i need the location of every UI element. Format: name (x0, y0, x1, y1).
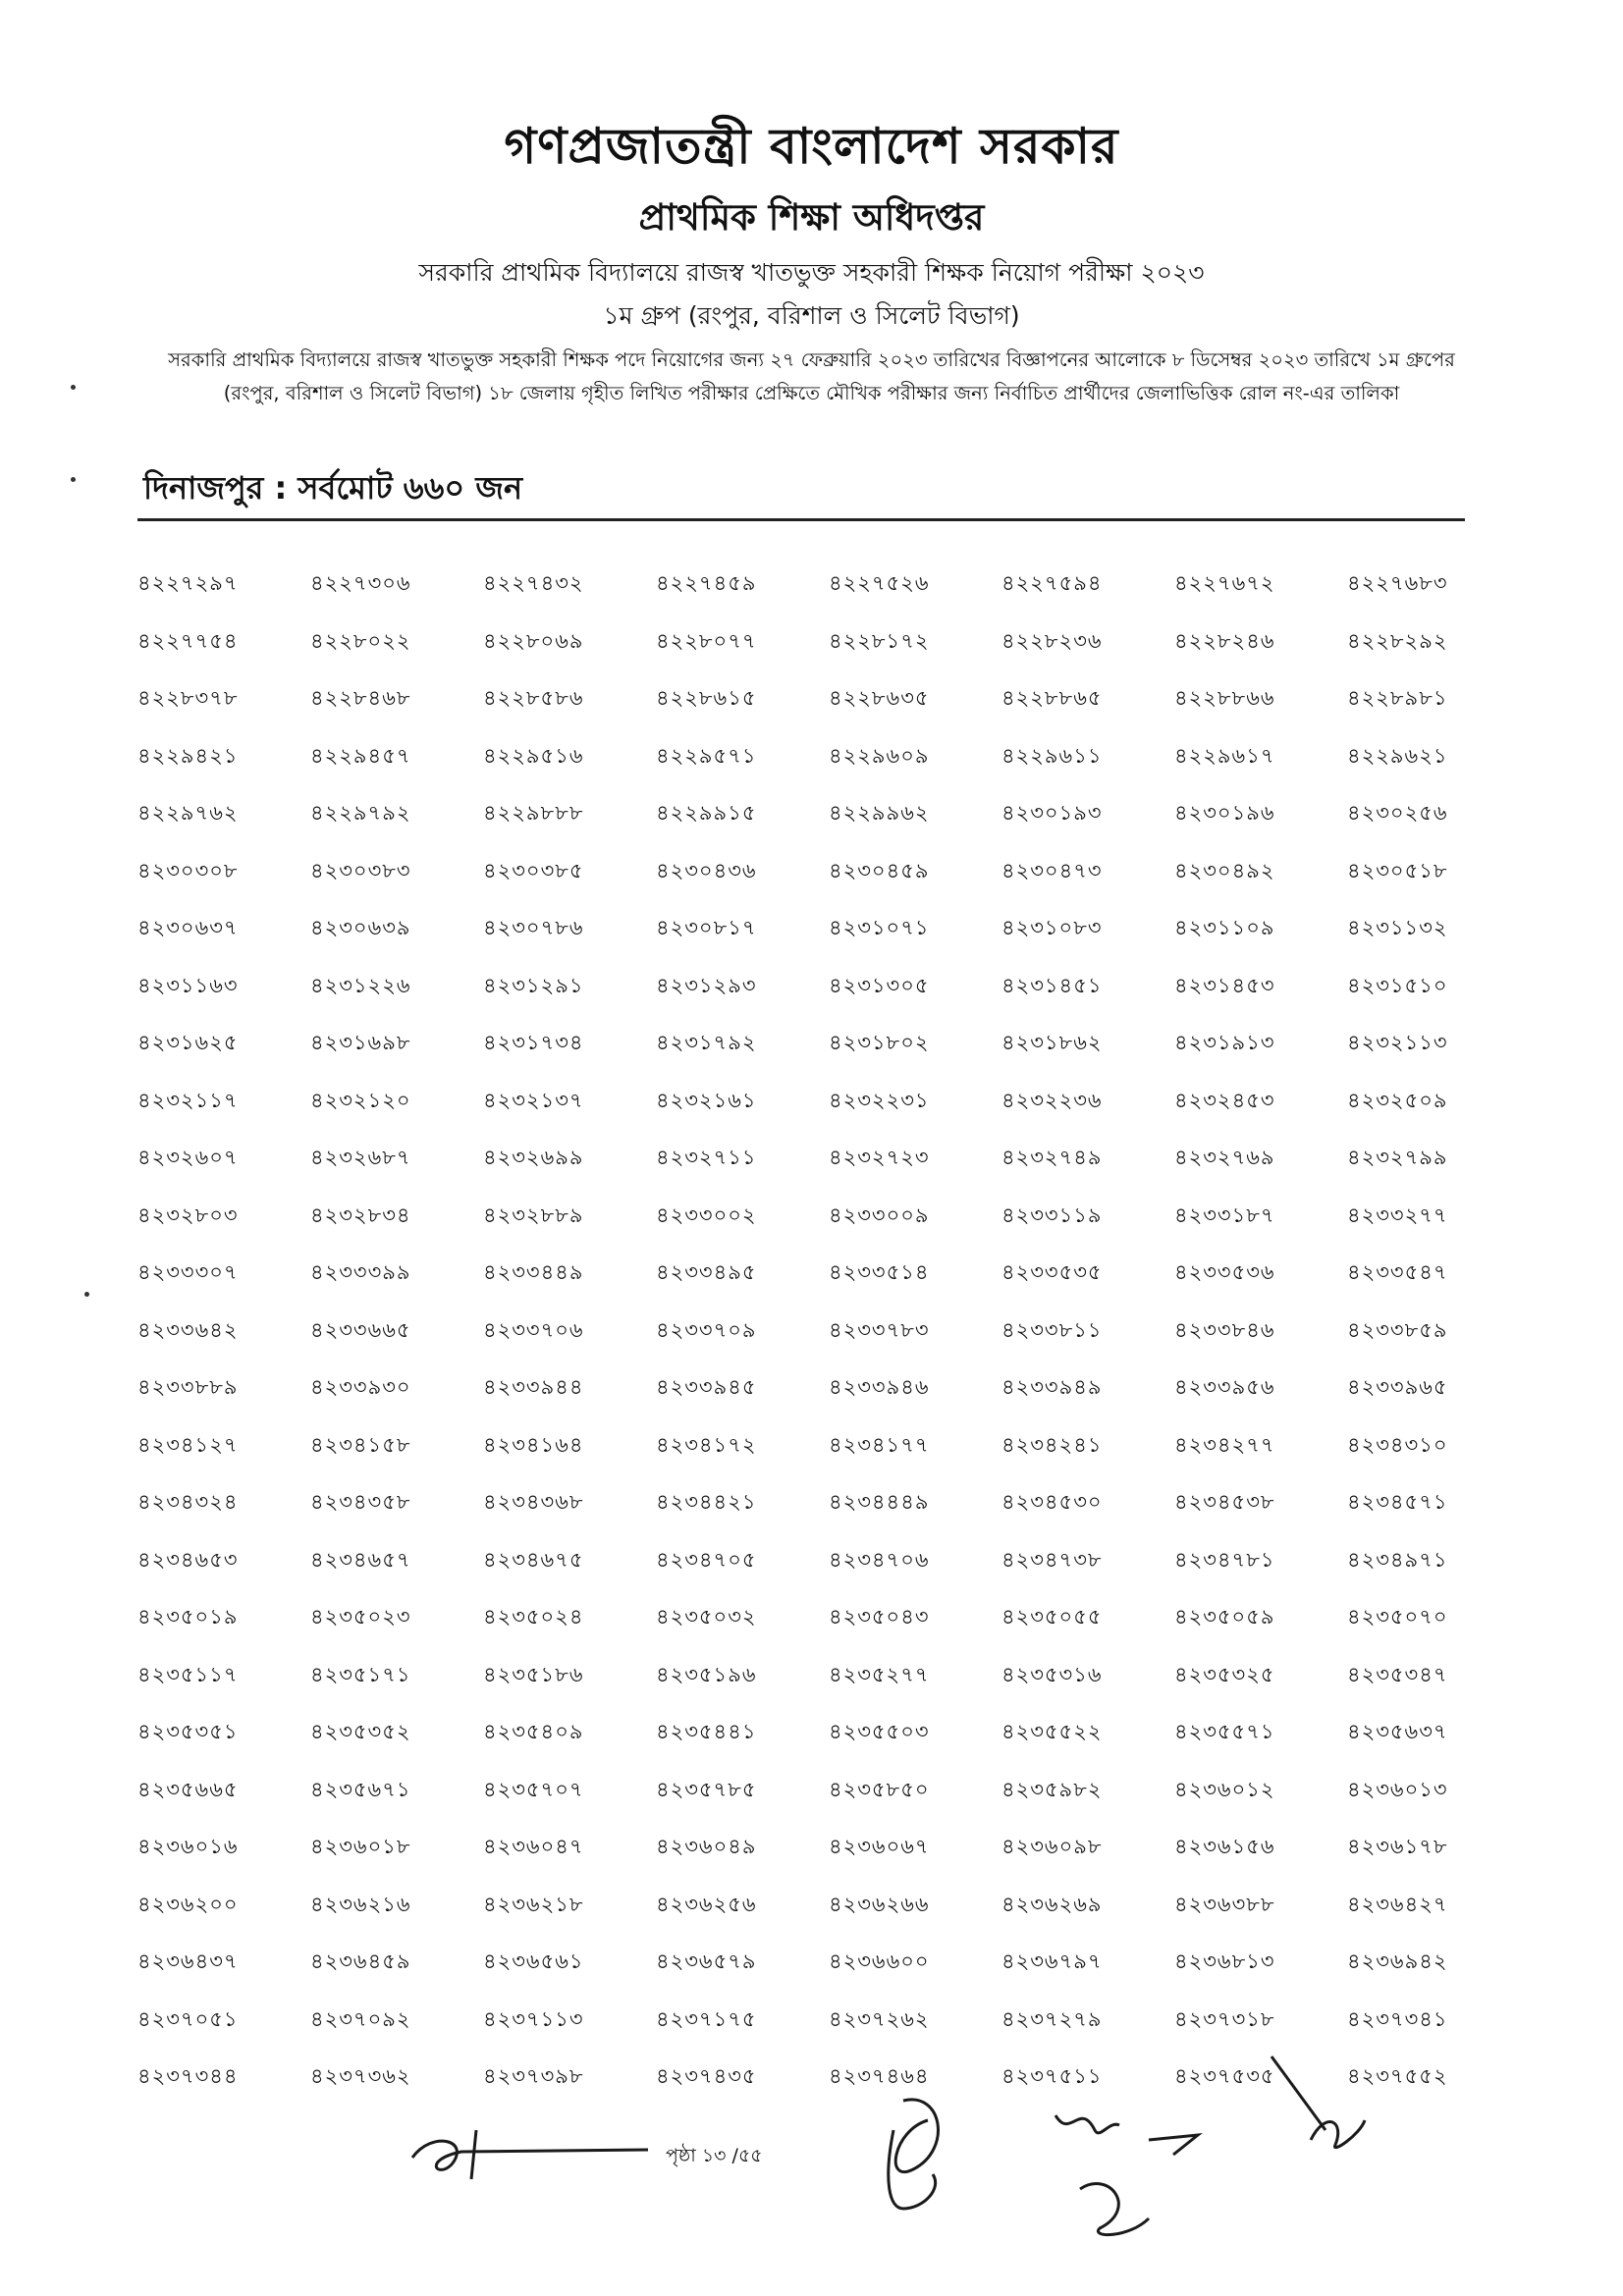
roll-number-cell: ৪২৩৫০৩২ (656, 1605, 757, 1629)
roll-number-cell: ৪২৩৪৪২১ (656, 1490, 757, 1514)
roll-number-cell: ৪২৩৩০০৯ (829, 1202, 930, 1227)
roll-number-table (137, 567, 1473, 2118)
roll-number-cell: ৪২৩২৮০৩ (137, 1202, 239, 1227)
roll-number-cell: ৪২৩৫০৪৩ (829, 1605, 930, 1629)
roll-number-cell: ৪২৩৫৩৫২ (310, 1720, 411, 1743)
roll-number-cell: ৪২৩৩৭৮৩ (829, 1317, 930, 1342)
roll-number-cell: ৪২৩১১৩২ (1347, 916, 1448, 939)
roll-number-cell: ৪২২৮৫৮৬ (483, 686, 584, 710)
roll-number-cell: ৪২৩৫৫৭১ (1174, 1720, 1275, 1743)
roll-number-cell: ৪২৩৪২৭৭ (1174, 1432, 1275, 1457)
roll-number-cell: ৪২৩৩৯৪৫ (656, 1375, 757, 1399)
roll-number-cell: ৪২৩৬২৫৬ (656, 1892, 757, 1916)
roll-number-cell: ৪২৩৩১১৯ (1001, 1202, 1103, 1227)
roll-number-cell: ৪২৩২৭৪৯ (1001, 1146, 1103, 1169)
roll-number-cell: ৪২২৭৫৯৪ (1001, 571, 1103, 595)
roll-number-cell: ৪২৩০৭৮৬ (483, 916, 584, 939)
table-row (137, 1027, 1473, 1085)
roll-number-cell: ৪২৩৭২৬২ (829, 2006, 930, 2031)
roll-number-cell: ৪২৩১৩০৫ (829, 973, 930, 997)
roll-number-cell: ৪২৩৭৩৪৪ (137, 2064, 239, 2088)
roll-number-cell: ৪২২৯৫৭১ (656, 743, 757, 768)
roll-number-cell: ৪২৩২৭৯৯ (1347, 1146, 1448, 1169)
roll-number-cell: ৪২২৮৯৮১ (1347, 686, 1448, 710)
table-row (137, 1142, 1473, 1200)
roll-number-cell: ৪২৩৪৫৭১ (1347, 1490, 1448, 1514)
scan-mark (71, 385, 76, 390)
roll-number-cell: ৪২৩৬৯৪২ (1347, 1949, 1448, 1973)
table-row (137, 855, 1473, 913)
table-row (137, 970, 1473, 1028)
roll-number-cell: ৪২২৯৭৯২ (310, 801, 411, 825)
roll-number-cell: ৪২৩১৪৫৩ (1174, 973, 1275, 997)
table-row (137, 740, 1473, 798)
roll-number-cell: ৪২৩০৮১৭ (656, 916, 757, 939)
roll-number-cell: ৪২৩৫৮৫০ (829, 1777, 930, 1801)
roll-number-cell: ৪২২৭২৯৭ (137, 571, 239, 595)
roll-number-cell: ৪২৩৭১১৩ (483, 2006, 584, 2031)
roll-number-cell: ৪২৩৩২৭৭ (1347, 1202, 1448, 1227)
roll-number-cell: ৪২২৯৬১১ (1001, 743, 1103, 768)
roll-number-cell: ৪২২৮৪৬৮ (310, 686, 411, 710)
roll-number-cell: ৪২৩০২৫৬ (1347, 801, 1448, 825)
scan-mark (84, 1292, 89, 1297)
roll-number-cell: ৪২৩৩৪৯৫ (656, 1260, 757, 1284)
roll-number-cell: ৪২৩৪১৭২ (656, 1432, 757, 1457)
roll-number-cell: ৪২৩৭৪৩৫ (656, 2064, 757, 2088)
roll-number-cell: ৪২২৮০৬৯ (483, 628, 584, 653)
roll-number-cell: ৪২৩৬৪৫৯ (310, 1949, 411, 1973)
roll-number-cell: ৪২৩৩৬৪২ (137, 1317, 239, 1342)
roll-number-cell: ৪২২৮২৩৬ (1001, 628, 1103, 653)
roll-number-cell: ৪২৩৩৯৪৪ (483, 1375, 584, 1399)
table-row (137, 1314, 1473, 1372)
roll-number-cell: ৪২৩৫০৫৯ (1174, 1605, 1275, 1629)
roll-number-cell: ৪২৩২১১৭ (137, 1088, 239, 1112)
roll-number-cell: ৪২৩৬১৭৮ (1347, 1835, 1448, 1858)
roll-number-cell: ৪২২৯৬২১ (1347, 743, 1448, 768)
table-row (137, 1200, 1473, 1257)
roll-number-cell: ৪২৩৬৭৯৭ (1001, 1949, 1103, 1973)
roll-number-cell: ৪২৩০৩০৮ (137, 858, 239, 882)
roll-number-cell: ৪২৩২৬৯৯ (483, 1146, 584, 1169)
roll-number-cell: ৪২৩৬২০০ (137, 1892, 239, 1916)
roll-number-cell: ৪২৩৩৭০৯ (656, 1317, 757, 1342)
roll-number-cell: ৪২২৯৭৬২ (137, 801, 239, 825)
roll-number-cell: ৪২৩৬২৬৯ (1001, 1892, 1103, 1916)
roll-number-cell: ৪২৩১৬৯৮ (310, 1031, 411, 1054)
heading-divider (137, 518, 1465, 521)
roll-number-cell: ৪২৩৫১১৭ (137, 1662, 239, 1686)
roll-number-cell: ৪২৩৪৬৫৩ (137, 1547, 239, 1572)
roll-number-cell: ৪২২৭৬৭২ (1174, 571, 1275, 595)
roll-number-cell: ৪২৩৩১৮৭ (1174, 1202, 1275, 1227)
roll-number-cell: ৪২৩১২৯৩ (656, 973, 757, 997)
roll-number-cell: ৪২২৭৪৫৯ (656, 571, 757, 595)
table-row (137, 1256, 1473, 1314)
roll-number-cell: ৪২৩১৮০২ (829, 1031, 930, 1054)
roll-number-cell: ৪২৩৫০৭০ (1347, 1605, 1448, 1629)
roll-number-cell: ৪২৩৬০১২ (1174, 1777, 1275, 1801)
roll-number-cell: ৪২৩১১৬৩ (137, 973, 239, 997)
roll-number-cell: ৪২৩৪৭০৬ (829, 1547, 930, 1572)
roll-number-cell: ৪২২৯৯১৫ (656, 801, 757, 825)
roll-number-cell: ৪২৩৬২১৮ (483, 1892, 584, 1916)
roll-number-cell: ৪২৩৫৭০৭ (483, 1777, 584, 1801)
roll-number-cell: ৪২৩৬০৯৮ (1001, 1835, 1103, 1858)
roll-number-cell: ৪২৩৫৭৮৫ (656, 1777, 757, 1801)
roll-number-cell: ৪২৩৬৬০০ (829, 1949, 930, 1973)
roll-number-cell: ৪২২৭৩০৬ (310, 571, 411, 595)
roll-number-cell: ৪২৩৪৭৮১ (1174, 1547, 1275, 1572)
signature-2 (874, 2091, 982, 2218)
roll-number-cell: ৪২৩৫৫০৩ (829, 1720, 930, 1743)
district-heading: দিনাজপুর : সর্বমোট ৬৬০ জন (143, 469, 523, 507)
roll-number-cell: ৪২৩২৭১১ (656, 1146, 757, 1169)
roll-number-cell: ৪২৩১৬২৫ (137, 1031, 239, 1054)
government-title: গণপ্রজাতন্ত্রী বাংলাদেশ সরকার (504, 118, 1119, 175)
roll-number-cell: ৪২৩৪৬৫৭ (310, 1547, 411, 1572)
page-number: পৃষ্ঠা ১৩ /৫৫ (666, 2145, 763, 2166)
roll-number-cell: ৪২৩৩৬৬৫ (310, 1317, 411, 1342)
roll-number-cell: ৪২২৭৪৩২ (483, 571, 584, 595)
roll-number-cell: ৪২৩১৪৫১ (1001, 973, 1103, 997)
roll-number-cell: ৪২৩৫৩৪৭ (1347, 1662, 1448, 1686)
roll-number-cell: ৪২৩১৯১৩ (1174, 1031, 1275, 1054)
roll-number-cell: ৪২৩৫৫২২ (1001, 1720, 1103, 1743)
table-row (137, 1544, 1473, 1602)
roll-number-cell: ৪২৩০৪৫৯ (829, 858, 930, 882)
roll-number-cell: ৪২৩২২৩১ (829, 1088, 930, 1112)
table-row (137, 625, 1473, 683)
roll-number-cell: ৪২৩৭৫১১ (1001, 2064, 1103, 2088)
roll-number-cell: ৪২৩৬৮১৩ (1174, 1949, 1275, 1973)
roll-number-cell: ৪২৩৭২৭৯ (1001, 2006, 1103, 2031)
roll-number-cell: ৪২৩৬০৬৭ (829, 1835, 930, 1858)
roll-number-cell: ৪২৩৪৩২৪ (137, 1490, 239, 1514)
roll-number-cell: ৪২৩৫২৭৭ (829, 1662, 930, 1686)
roll-number-cell: ৪২৩৬০১৮ (310, 1835, 411, 1858)
roll-number-cell: ৪২৩৩৮৫৯ (1347, 1317, 1448, 1342)
roll-number-cell: ৪২৩৩৮৮৯ (137, 1375, 239, 1399)
roll-number-cell: ৪২৩৪৪৪৯ (829, 1490, 930, 1514)
roll-number-cell: ৪২৩৭৫৫২ (1347, 2064, 1448, 2088)
signature-3 (1051, 2101, 1227, 2248)
roll-number-cell: ৪২৩০১৯৬ (1174, 801, 1275, 825)
roll-number-cell: ৪২৩১০৭১ (829, 916, 930, 939)
roll-number-cell: ৪২৩৬০৪৭ (483, 1835, 584, 1858)
table-row (137, 1946, 1473, 2003)
roll-number-cell: ৪২৩২১২০ (310, 1088, 411, 1112)
table-row (137, 1831, 1473, 1889)
roll-number-cell: ৪২৩৭৩৪১ (1347, 2006, 1448, 2031)
roll-number-cell: ৪২৩২৮৮৯ (483, 1202, 584, 1227)
signature-1 (403, 2110, 658, 2189)
roll-number-cell: ৪২৩৪২৪১ (1001, 1432, 1103, 1457)
roll-number-cell: ৪২২৮৬৩৫ (829, 686, 930, 710)
roll-number-cell: ৪২২৮২৪৬ (1174, 628, 1275, 653)
roll-number-cell: ৪২৩৩৩০৭ (137, 1260, 239, 1284)
roll-number-cell: ৪২৩৬৩৮৮ (1174, 1892, 1275, 1916)
roll-number-cell: ৪২২৮৩৭৮ (137, 686, 239, 710)
roll-number-cell: ৪২৩১২৯১ (483, 973, 584, 997)
roll-number-cell: ৪২৩০৩৮৫ (483, 858, 584, 882)
roll-number-cell: ৪২২৯৫১৬ (483, 743, 584, 768)
table-row (137, 1659, 1473, 1717)
roll-number-cell: ৪২৩৬০১৬ (137, 1835, 239, 1858)
roll-number-cell: ৪২২৯৬০৯ (829, 743, 930, 768)
table-row (137, 797, 1473, 855)
roll-number-cell: ৪২৩২১১৩ (1347, 1031, 1448, 1054)
roll-number-cell: ৪২৩৪৩৬৮ (483, 1490, 584, 1514)
roll-number-cell: ৪২৩০৬৩৭ (137, 916, 239, 939)
roll-number-cell: ৪২২৮৬১৫ (656, 686, 757, 710)
roll-number-cell: ৪২২৮০২২ (310, 628, 411, 653)
scan-mark (71, 477, 76, 482)
table-row (137, 1085, 1473, 1143)
roll-number-cell: ৪২৩৪৫৩০ (1001, 1490, 1103, 1514)
roll-number-cell: ৪২৩৫১৭১ (310, 1662, 411, 1686)
roll-number-cell: ৪২৩৩৫৩৫ (1001, 1260, 1103, 1284)
roll-number-cell: ৪২২৮১৭২ (829, 628, 930, 653)
roll-number-cell: ৪২৩৫৬৩৭ (1347, 1720, 1448, 1743)
roll-number-cell: ৪২২৭৬৮৩ (1347, 571, 1448, 595)
roll-number-cell: ৪২২৯৮৮৮ (483, 801, 584, 825)
roll-number-cell: ৪২৩১৮৬২ (1001, 1031, 1103, 1054)
roll-number-cell: ৪২৩০৪৭৩ (1001, 858, 1103, 882)
roll-number-cell: ৪২৩৭০৫১ (137, 2006, 239, 2031)
roll-number-cell: ৪২৩০৬৩৯ (310, 916, 411, 939)
roll-number-cell: ৪২২৯৪৫৭ (310, 743, 411, 768)
roll-number-cell: ৪২৩০৫১৮ (1347, 858, 1448, 882)
roll-number-cell: ৪২৩৩৯৪৯ (1001, 1375, 1103, 1399)
roll-number-cell: ৪২৩৫০৫৫ (1001, 1605, 1103, 1629)
roll-number-cell: ৪২৩৩৮১১ (1001, 1317, 1103, 1342)
table-row (137, 1716, 1473, 1774)
roll-number-cell: ৪২৩৪৯৭১ (1347, 1547, 1448, 1572)
roll-number-cell: ৪২৩২৭২৩ (829, 1146, 930, 1169)
table-row (137, 912, 1473, 970)
roll-number-cell: ৪২৩৬১৫৬ (1174, 1835, 1275, 1858)
roll-number-cell: ৪২২৮৮৬৫ (1001, 686, 1103, 710)
roll-number-cell: ৪২৩৪১২৭ (137, 1432, 239, 1457)
roll-number-cell: ৪২৩১২২৬ (310, 973, 411, 997)
roll-number-cell: ৪২৩২৬৮৭ (310, 1146, 411, 1169)
roll-number-cell: ৪২২৮৮৬৬ (1174, 686, 1275, 710)
roll-number-cell: ৪২৩৬২১৬ (310, 1892, 411, 1916)
roll-number-cell: ৪২৩১৫১০ (1347, 973, 1448, 997)
group-subtitle: ১ম গ্রুপ (রংপুর, বরিশাল ও সিলেট বিভাগ) (603, 301, 1020, 330)
roll-number-cell: ৪২২৮২৯২ (1347, 628, 1448, 653)
roll-number-cell: ৪২৩১৭৯২ (656, 1031, 757, 1054)
roll-number-cell: ৪২৩৫৩৫১ (137, 1720, 239, 1743)
signature-4 (1267, 2052, 1375, 2160)
roll-number-cell: ৪২৩৪১৫৮ (310, 1432, 411, 1457)
roll-number-cell: ৪২৩১১০৯ (1174, 916, 1275, 939)
roll-number-cell: ৪২৩৪৫৩৮ (1174, 1490, 1275, 1514)
roll-number-cell: ৪২৩৭৫৩৫ (1174, 2064, 1275, 2088)
roll-number-cell: ৪২৩৪৭০৫ (656, 1547, 757, 1572)
table-row (137, 1371, 1473, 1429)
roll-number-cell: ৪২২৮০৭৭ (656, 628, 757, 653)
roll-number-cell: ৪২৩০৩৮৩ (310, 858, 411, 882)
roll-number-cell: ৪২৩৭১৭৫ (656, 2006, 757, 2031)
roll-number-cell: ৪২৩৩৯৬৫ (1347, 1375, 1448, 1399)
table-row (137, 1774, 1473, 1832)
roll-number-cell: ৪২২৭৫২৬ (829, 571, 930, 595)
roll-number-cell: ৪২৩৫৪০৯ (483, 1720, 584, 1743)
roll-number-cell: ৪২৩০৪৩৬ (656, 858, 757, 882)
roll-number-cell: ৪২৩৬০১৩ (1347, 1777, 1448, 1801)
directorate-title: প্রাথমিক শিক্ষা অধিদপ্তর (638, 196, 985, 239)
roll-number-cell: ৪২৩২৮৩৪ (310, 1202, 411, 1227)
table-row (137, 1601, 1473, 1659)
roll-number-cell: ৪২৩৭০৯২ (310, 2006, 411, 2031)
roll-number-cell: ৪২৩৪৩৫৮ (310, 1490, 411, 1514)
roll-number-cell: ৪২৩৩৩৯৯ (310, 1260, 411, 1284)
roll-number-cell: ৪২৩৫৬৭১ (310, 1777, 411, 1801)
roll-number-cell: ৪২২৯৬১৭ (1174, 743, 1275, 768)
roll-number-cell: ৪২৩৭৩১৮ (1174, 2006, 1275, 2031)
roll-number-cell: ৪২৩৫০২৩ (310, 1605, 411, 1629)
roll-number-cell: ৪২৩৬৪৩৭ (137, 1949, 239, 1973)
roll-number-cell: ৪২৩৭৩৬২ (310, 2064, 411, 2088)
roll-number-cell: ৪২৩৪১৬৪ (483, 1432, 584, 1457)
roll-number-cell: ৪২৩২৫০৯ (1347, 1088, 1448, 1112)
exam-title: সরকারি প্রাথমিক বিদ্যালয়ে রাজস্ব খাতভুক্ত সহকারী শিক্ষক নিয়োগ পরীক্ষা ২০২৩ (418, 258, 1205, 287)
roll-number-cell: ৪২৩২২৩৬ (1001, 1088, 1103, 1112)
roll-number-cell: ৪২৩৫৩১৬ (1001, 1662, 1103, 1686)
roll-number-cell: ৪২৩৬২৬৬ (829, 1892, 930, 1916)
table-row (137, 567, 1473, 625)
roll-number-cell: ৪২৩২৭৬৯ (1174, 1146, 1275, 1169)
roll-number-cell: ৪২৩৭৩৯৮ (483, 2064, 584, 2088)
roll-number-cell: ৪২৩২১৬১ (656, 1088, 757, 1112)
roll-number-cell: ৪২৩২৪৫৩ (1174, 1088, 1275, 1112)
roll-number-cell: ৪২৩৫১৯৬ (656, 1662, 757, 1686)
roll-number-cell: ৪২৩৩৫৪৭ (1347, 1260, 1448, 1284)
roll-number-cell: ৪২৩৬৫৬১ (483, 1949, 584, 1973)
roll-number-cell: ৪২৩৩৪৪৯ (483, 1260, 584, 1284)
roll-number-cell: ৪২৩২১৩৭ (483, 1088, 584, 1112)
roll-number-cell: ৪২২৯৪২১ (137, 743, 239, 768)
roll-number-cell: ৪২৩০১৯৩ (1001, 801, 1103, 825)
roll-number-cell: ৪২৩৫১৮৬ (483, 1662, 584, 1686)
table-row (137, 1429, 1473, 1487)
roll-number-cell: ৪২৩৫৪৪১ (656, 1720, 757, 1743)
roll-number-cell: ৪২৩৩৯৪৬ (829, 1375, 930, 1399)
roll-number-cell: ৪২৩৪১৭৭ (829, 1432, 930, 1457)
roll-number-cell: ৪২৩৪৬৭৫ (483, 1547, 584, 1572)
roll-number-cell: ৪২৩৬০৪৯ (656, 1835, 757, 1858)
roll-number-cell: ৪২৩৫০২৪ (483, 1605, 584, 1629)
roll-number-cell: ৪২৩৫৬৬৫ (137, 1777, 239, 1801)
roll-number-cell: ৪২৩৩৯৩০ (310, 1375, 411, 1399)
roll-number-cell: ৪২৩৫৩২৫ (1174, 1662, 1275, 1686)
roll-number-cell: ৪২৩৩৯৫৬ (1174, 1375, 1275, 1399)
roll-number-cell: ৪২৩৫৯৮২ (1001, 1777, 1103, 1801)
roll-number-cell: ৪২৩৩০০২ (656, 1202, 757, 1227)
roll-number-cell: ৪২৩৭৪৬৪ (829, 2064, 930, 2088)
roll-number-cell: ৪২২৭৭৫৪ (137, 628, 239, 653)
roll-number-cell: ৪২৩৪৩১০ (1347, 1432, 1448, 1457)
roll-number-cell: ৪২৩৩৮৪৬ (1174, 1317, 1275, 1342)
roll-number-cell: ৪২৩৬৫৭৯ (656, 1949, 757, 1973)
roll-number-cell: ৪২৩৫০১৯ (137, 1605, 239, 1629)
roll-number-cell: ৪২৩৩৫১৪ (829, 1260, 930, 1284)
table-row (137, 682, 1473, 740)
roll-number-cell: ৪২৩৩৭০৬ (483, 1317, 584, 1342)
roll-number-cell: ৪২৩৩৫৩৬ (1174, 1260, 1275, 1284)
roll-number-cell: ৪২৩১০৮৩ (1001, 916, 1103, 939)
roll-number-cell: ৪২৩৪৭৩৮ (1001, 1547, 1103, 1572)
table-row (137, 1486, 1473, 1544)
notice-description: সরকারি প্রাথমিক বিদ্যালয়ে রাজস্ব খাতভুক্ত সহকারী শিক্ষক পদে নিয়োগের জন্য ২৭ ফেব্রুয়ারি ২০২৩ তারিখের বিজ্ঞাপনের আলোকে ৮ ডিসেম্বর ২০২৩ তারিখে ১ম গ্রুপের (রংপুর, বরিশাল ও সিলেট বিভাগ) ১৮ জেলায় গৃহীত লিখিত পরীক্ষার প্রেক্ষিতে মৌখিক পরীক্ষার জন্য নির্বাচিত প্রার্থীদের জেলাভিত্তিক রোল নং-এর তালিকা (168, 348, 1455, 404)
roll-number-cell: ৪২৩৬৪২৭ (1347, 1892, 1448, 1916)
roll-number-cell: ৪২৩২৬০৭ (137, 1146, 239, 1169)
roll-number-cell: ৪২৩০৪৯২ (1174, 858, 1275, 882)
roll-number-cell: ৪২৩১৭৩৪ (483, 1031, 584, 1054)
table-row (137, 1889, 1473, 1947)
roll-number-cell: ৪২২৯৯৬২ (829, 801, 930, 825)
